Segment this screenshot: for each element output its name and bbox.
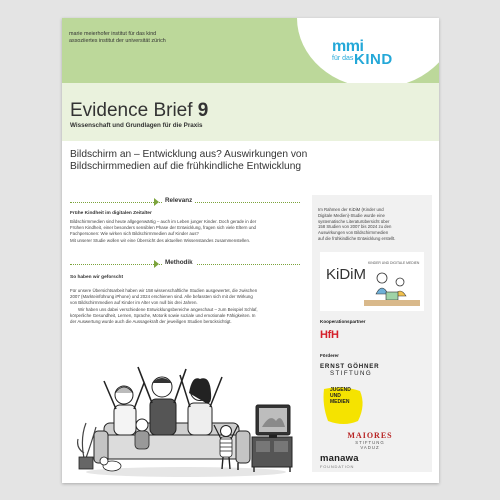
logo-fur-das-text: für das — [332, 55, 354, 62]
arrow-icon — [154, 198, 159, 206]
evidence-brief-page — [62, 18, 439, 483]
paragraph-line: Mit unserer Studie wollen wir eine Übersicht des aktuellen Wissenstandes zusammenstellen. — [70, 237, 251, 243]
paragraph-line: körperliche Gesundheit, Lernen, Sprache, Motorik sowie soziale und emotionale Fähigkeiten. In — [70, 312, 256, 318]
main-title: Bildschirm an – Entwicklung aus? Auswirkungen von Bildschirmmedien auf die frühkindliche Entwicklung — [70, 149, 308, 172]
paragraph-line: der Auswertung wurde auch die Aussagekraft der jeweiligen Studien berücksichtigt. — [70, 319, 232, 325]
paragraph-line: Für unsere Übersichtsarbeit haben wir 158 wissenschaftliche Studien ausgewertet, die zwischen — [70, 288, 258, 293]
jm-line: MEDIEN — [330, 399, 350, 405]
header-band — [62, 18, 439, 83]
institute-line-2: assoziiertes institut der universität zürich — [69, 38, 166, 44]
paragraph-line: 2007 (Markteinführung iPhone) und 2024 erschienen sind. Alle befassten sich mit der Wirkung — [70, 294, 253, 300]
sponsor-label: Förderer — [320, 353, 339, 358]
goehner-line-1: ERNST GÖHNER — [320, 363, 380, 370]
sidebar-intro-line: Digitale Medien)-Studie wurde eine — [318, 212, 385, 218]
kidim-study-logo — [320, 252, 424, 311]
hfh-logo: HfH — [320, 329, 339, 341]
section-heading-methodik — [70, 261, 300, 269]
relevanz-text — [70, 219, 296, 244]
goehner-line-2: STIFTUNG — [330, 370, 373, 377]
paragraph-line: Bildschirmmedien sind heute allgegenwärtig – auch im Leben junger Kinder. Doch gerade in der — [70, 219, 257, 224]
brief-title — [70, 100, 208, 122]
manawa-line-1: manawa — [320, 453, 359, 464]
jm-line: JUGEND — [330, 387, 351, 393]
brief-number: 9 — [197, 100, 209, 121]
logo-mmi-text: mmi — [332, 38, 364, 55]
kidim-logo-text: KiDiM — [326, 266, 366, 283]
maiores-line-3: VADUZ — [360, 445, 380, 450]
logo-kind-text: KIND — [354, 51, 393, 68]
jugend-und-medien-logo — [320, 383, 372, 427]
info-sidebar — [312, 195, 432, 472]
partner-label: Kooperationspartner — [320, 319, 366, 324]
kidim-caption-text: KINDER UND DIGITALE MEDIEN — [368, 261, 420, 265]
maiores-line-1: MAIORES — [347, 431, 393, 440]
family-sofa-illustration — [76, 353, 298, 478]
methodik-subheading: So haben wir geforscht — [70, 275, 124, 280]
title-band — [62, 83, 439, 141]
paragraph-line: Fachpersonen: Wie wirken sich Bildschirmmedien auf Kinder aus? — [70, 231, 199, 237]
relevanz-subheading: Frühe Kindheit im digitalen Zeitalter — [70, 211, 152, 216]
maiores-line-2: STIFTUNG — [355, 440, 385, 445]
maiores-stiftung-logo — [320, 431, 420, 450]
sidebar-intro-line: auf die frühkindliche Entwicklung erstellt. — [318, 235, 396, 241]
jm-line: UND — [330, 393, 341, 399]
manawa-foundation-logo — [320, 453, 359, 469]
sidebar-intro-line: systematische Literaturübersicht über — [318, 218, 390, 224]
ernst-goehner-stiftung-logo — [320, 363, 420, 377]
mmi-logo — [332, 38, 412, 74]
brief-subtitle: Wissenschaft und Grundlagen für die Praxis — [70, 122, 203, 129]
methodik-text — [70, 288, 296, 325]
jugend-und-medien-text — [330, 387, 351, 405]
paragraph-line: Wir haben uns dabei verschiedene Entwicklungsbereiche angeschaut – zum Beispiel Schlaf, — [78, 306, 258, 312]
paragraph-line: Frühen Kindheit, einer besonders sensiblen Phase der Entwicklung, fragen sich viele Eltern und — [70, 225, 256, 231]
paragraph-line: von Bildschirmmedien auf Kinder im Alter von null bis drei Jahren. — [70, 300, 198, 306]
sidebar-intro-line: Auswirkungen von Bildschirmmedien — [318, 230, 389, 236]
sidebar-intro-line: Im Rahmen der KiDiM (Kinder und — [318, 207, 384, 212]
manawa-line-2: FOUNDATION — [320, 464, 355, 469]
arrow-icon — [154, 260, 159, 268]
institute-line-1: marie meierhofer institut für das kind — [69, 31, 157, 37]
institute-name — [69, 31, 166, 45]
section-label: Methodik — [162, 259, 196, 266]
sidebar-intro-line: 158 Studien von 2007 bis 2024 zu den — [318, 224, 392, 230]
section-label: Relevanz — [162, 197, 195, 204]
section-heading-relevanz — [70, 199, 300, 207]
sidebar-intro — [318, 207, 428, 242]
brief-title-text: Evidence Brief — [70, 100, 193, 121]
